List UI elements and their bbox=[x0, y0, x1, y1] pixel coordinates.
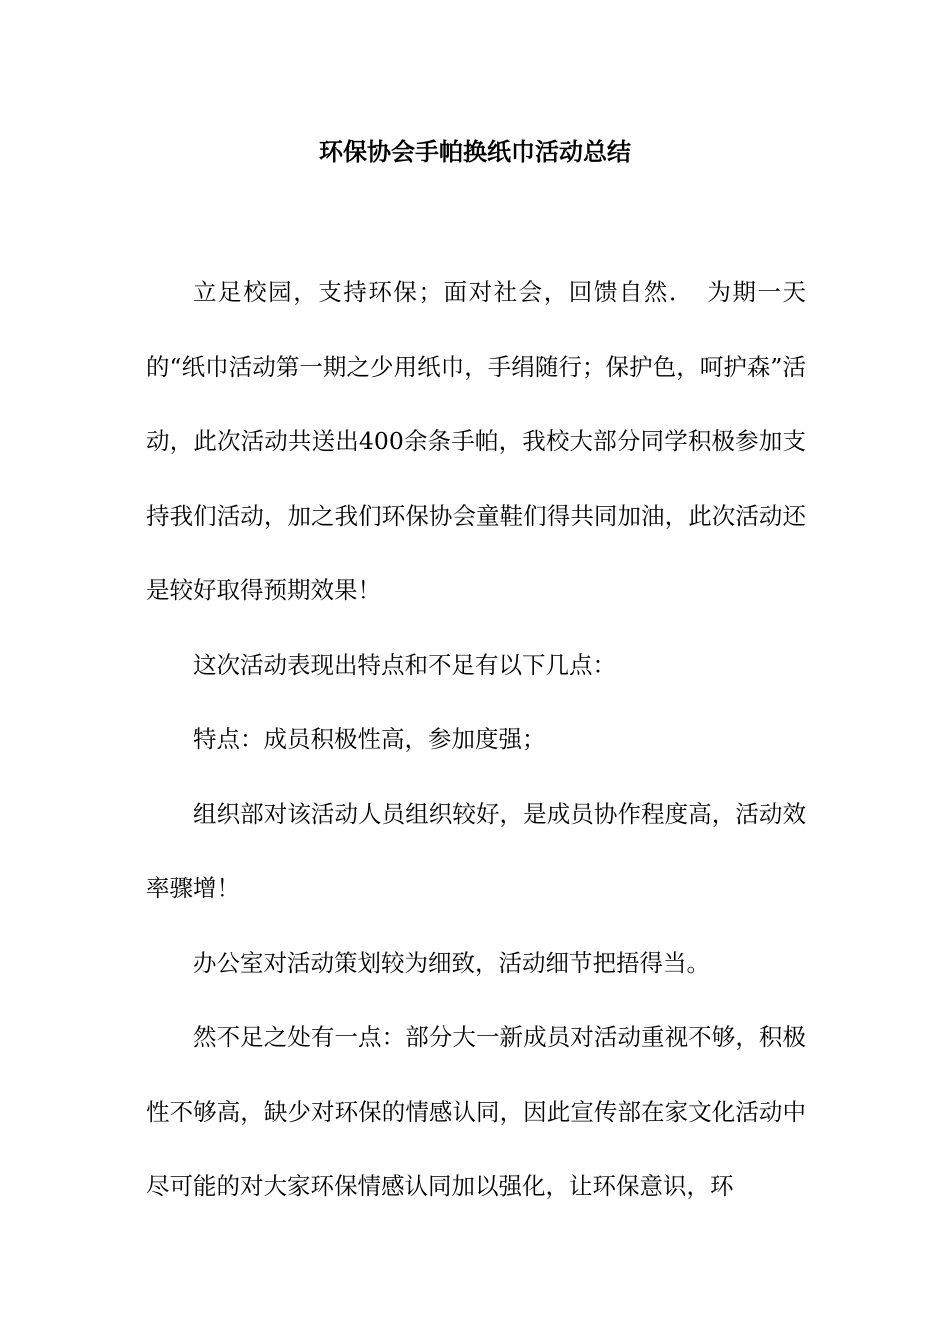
paragraph-feature-1: 特点：成员积极性高，参加度强； bbox=[193, 725, 546, 753]
document-body bbox=[146, 255, 806, 1224]
paragraph-feature-2: 组织部对该活动人员组织较好，是成员协作程度高，活动效率骤增！ bbox=[146, 799, 806, 902]
document-title: 环保协会手帕换纸巾活动总结 bbox=[319, 138, 631, 166]
paragraph-shortcoming: 然不足之处有一点：部分大一新成员对活动重视不够，积极性不够高，缺少对环保的情感认同，因此宣传部在家文化活动中尽可能的对大家环保情感认同加以强化，让环保意识，环 bbox=[146, 1023, 806, 1200]
paragraph-feature-3: 办公室对活动策划较为细致，活动细节把捂得当。 bbox=[193, 948, 710, 977]
paragraph-summary-lead: 这次活动表现出特点和不足有以下几点： bbox=[193, 650, 616, 679]
paragraph-intro: 立足校园，支持环保；面对社会，回馈自然． 为期一天的“纸巾活动第一期之少用纸巾，手绢随行；保护色，呵护森”活动，此次活动共送出400余条手帕，我校大部分同学积极参加支持我们活动，加之我们环保协会童鞋们得共同加油，此次活动还是较好取得预期效果！ bbox=[146, 278, 806, 604]
